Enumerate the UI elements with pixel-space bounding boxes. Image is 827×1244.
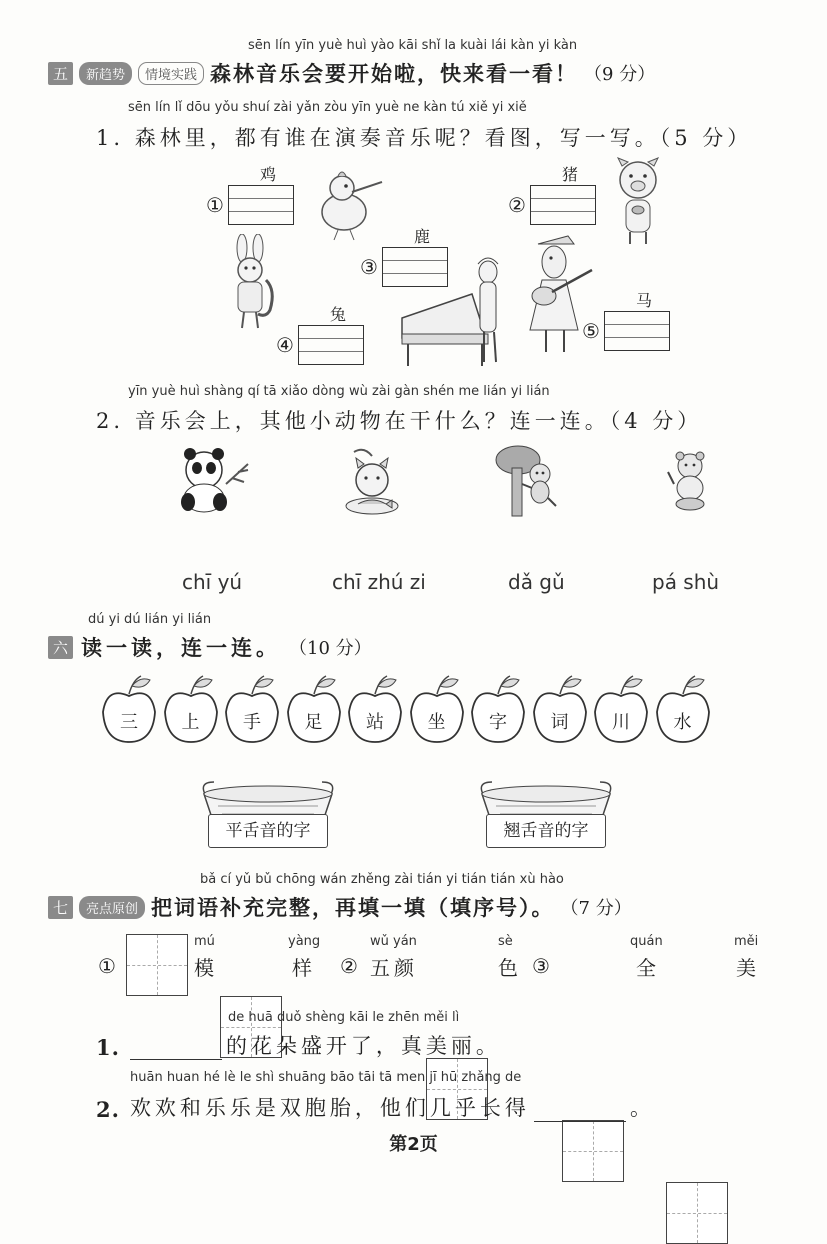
apple-character-card[interactable] bbox=[531, 672, 589, 744]
chicken-playing-flute-illustration bbox=[308, 166, 384, 242]
q1-answer-box[interactable] bbox=[298, 325, 364, 365]
apple-character-card[interactable] bbox=[592, 672, 650, 744]
s2-number: 2. bbox=[96, 1097, 120, 1122]
section6-title: 读一读，连一连。 bbox=[81, 635, 282, 660]
section6-pinyin: dú yi dú lián yi lián bbox=[88, 612, 212, 627]
word-char: 美 bbox=[736, 956, 756, 980]
section7-pinyin: bǎ cí yǔ bǔ chōng wán zhěng zài tián yi tián tián xù hào bbox=[200, 872, 564, 887]
word-char: 样 bbox=[292, 956, 312, 980]
section-number-badge: 六 bbox=[48, 636, 73, 659]
word-pinyin: měi bbox=[734, 934, 759, 949]
q1-item-label: 猪 bbox=[562, 165, 579, 184]
q2-option-eat-fish[interactable]: chī yú bbox=[182, 570, 243, 594]
word-number: ② bbox=[340, 954, 358, 978]
basket-retroflex[interactable] bbox=[476, 776, 616, 850]
apple-character-card[interactable] bbox=[654, 672, 712, 744]
apple-character-card[interactable] bbox=[408, 672, 466, 744]
pig-playing-trumpet-illustration bbox=[610, 156, 666, 246]
deer-playing-piano-illustration bbox=[398, 244, 518, 368]
trend-tag: 新趋势 bbox=[79, 62, 132, 85]
basket-flat-tongue[interactable] bbox=[198, 776, 338, 850]
q2-option-play-drum[interactable]: dǎ gǔ bbox=[508, 570, 565, 594]
section5-title: 森林音乐会要开始啦，快来看一看！ bbox=[210, 61, 579, 86]
apple-character: 川 bbox=[612, 712, 630, 733]
apple-row bbox=[100, 672, 720, 746]
s2-text: 欢欢和乐乐是双胞胎，他们几乎长得 bbox=[129, 1096, 530, 1120]
q1-answer-box[interactable] bbox=[604, 311, 670, 351]
word-char: 色 bbox=[498, 956, 518, 980]
section6-header bbox=[48, 632, 372, 662]
s1-pinyin: de huā duǒ shèng kāi le zhēn měi lì bbox=[228, 1010, 460, 1025]
basket-label: 翘舌音的字 bbox=[486, 814, 606, 848]
basket-label: 平舌音的字 bbox=[208, 814, 328, 848]
apple-character: 上 bbox=[181, 712, 200, 733]
apple-character: 手 bbox=[243, 712, 261, 733]
char-box[interactable] bbox=[666, 1182, 728, 1244]
q1-item-number: ④ bbox=[276, 333, 294, 357]
word-pinyin: quán bbox=[630, 934, 663, 949]
apple-character: 三 bbox=[120, 712, 138, 733]
horse-playing-guitar-illustration bbox=[524, 230, 600, 356]
section7-header bbox=[48, 892, 632, 922]
section6-score: （10 分） bbox=[289, 638, 372, 659]
s2-answer-blank[interactable] bbox=[534, 1099, 626, 1122]
practice-tag: 情境实践 bbox=[138, 62, 204, 85]
apple-character-card[interactable] bbox=[469, 672, 527, 744]
word-number: ① bbox=[98, 954, 116, 978]
word-char: 模 bbox=[194, 956, 214, 980]
word-char: 五颜 bbox=[370, 956, 418, 980]
q1-answer-box[interactable] bbox=[228, 185, 294, 225]
word-char: 全 bbox=[636, 956, 656, 980]
apple-character: 水 bbox=[673, 712, 692, 733]
section-number-badge: 五 bbox=[48, 62, 73, 85]
word-number: ③ bbox=[532, 954, 550, 978]
q1-text: 1. 森林里，都有谁在演奏音乐呢？看图，写一写。（5 分） bbox=[96, 126, 753, 150]
monkey-climbing-tree-illustration bbox=[494, 444, 566, 518]
word-pinyin: wǔ yán bbox=[370, 934, 417, 949]
s1-number: 1. bbox=[96, 1035, 120, 1060]
word-pinyin: sè bbox=[498, 934, 513, 949]
q1-item-label: 鸡 bbox=[260, 165, 277, 184]
s2-end: 。 bbox=[629, 1096, 655, 1120]
apple-character: 字 bbox=[489, 712, 507, 733]
s2-pinyin: huān huan hé lè le shì shuāng bāo tāi tā men jī hū zhǎng de bbox=[130, 1070, 522, 1085]
q2-text: 2. 音乐会上，其他小动物在干什么？连一连。（4 分） bbox=[96, 409, 703, 433]
apple-character-card[interactable] bbox=[285, 672, 343, 744]
section5-pinyin: sēn lín yīn yuè huì yào kāi shǐ la kuài lái kàn yi kàn bbox=[248, 38, 578, 53]
q1-item-label: 兔 bbox=[330, 305, 347, 324]
q1-item-label: 鹿 bbox=[414, 227, 431, 246]
section-number-badge: 七 bbox=[48, 896, 73, 919]
page-number: 第2页 bbox=[389, 1134, 438, 1155]
apple-character-card[interactable] bbox=[223, 672, 281, 744]
q1-item-chicken bbox=[206, 162, 294, 225]
rabbit-playing-saxophone-illustration bbox=[226, 234, 302, 330]
s2-line bbox=[96, 1092, 655, 1122]
panda-eating-bamboo-illustration bbox=[176, 444, 252, 514]
apple-character-card[interactable] bbox=[346, 672, 404, 744]
apple-character: 足 bbox=[304, 712, 323, 733]
section7-title: 把词语补充完整，再填一填（填序号）。 bbox=[151, 895, 555, 920]
section5-header bbox=[48, 58, 655, 88]
q1-item-number: ③ bbox=[360, 255, 378, 279]
q2-option-eat-bamboo[interactable]: chī zhú zi bbox=[332, 570, 426, 594]
cat-eating-fish-illustration bbox=[340, 446, 406, 516]
section5-score: （9 分） bbox=[584, 64, 656, 85]
q2-option-climb-tree[interactable]: pá shù bbox=[652, 570, 720, 594]
bear-playing-drum-illustration bbox=[662, 448, 714, 514]
q1-item-label: 马 bbox=[636, 291, 653, 310]
section7-score: （7 分） bbox=[560, 898, 632, 919]
q1-item-number: ⑤ bbox=[582, 319, 600, 343]
apple-character: 词 bbox=[550, 712, 569, 733]
apple-character: 站 bbox=[366, 712, 384, 733]
q1-item-number: ② bbox=[508, 193, 526, 217]
q1-item-number: ① bbox=[206, 193, 224, 217]
apple-character-card[interactable] bbox=[162, 672, 220, 744]
s1-text: 的花朵盛开了，真美丽。 bbox=[225, 1034, 501, 1058]
q1-pinyin: sēn lín lǐ dōu yǒu shuí zài yǎn zòu yīn yuè ne kàn tú xiě yi xiě bbox=[128, 100, 527, 115]
s1-line bbox=[96, 1030, 501, 1060]
s1-answer-blank[interactable] bbox=[130, 1037, 222, 1060]
q2-pinyin: yīn yuè huì shàng qí tā xiǎo dòng wù zài gàn shén me lián yi lián bbox=[128, 384, 550, 399]
apple-character: 坐 bbox=[427, 712, 446, 733]
char-box[interactable] bbox=[126, 934, 188, 996]
q1-answer-box[interactable] bbox=[530, 185, 596, 225]
original-tag: 亮点原创 bbox=[79, 896, 145, 919]
word-pinyin: mú bbox=[194, 934, 215, 949]
apple-character-card[interactable] bbox=[100, 672, 158, 744]
q1-item-pig bbox=[508, 162, 596, 225]
word-pinyin: yàng bbox=[288, 934, 321, 949]
